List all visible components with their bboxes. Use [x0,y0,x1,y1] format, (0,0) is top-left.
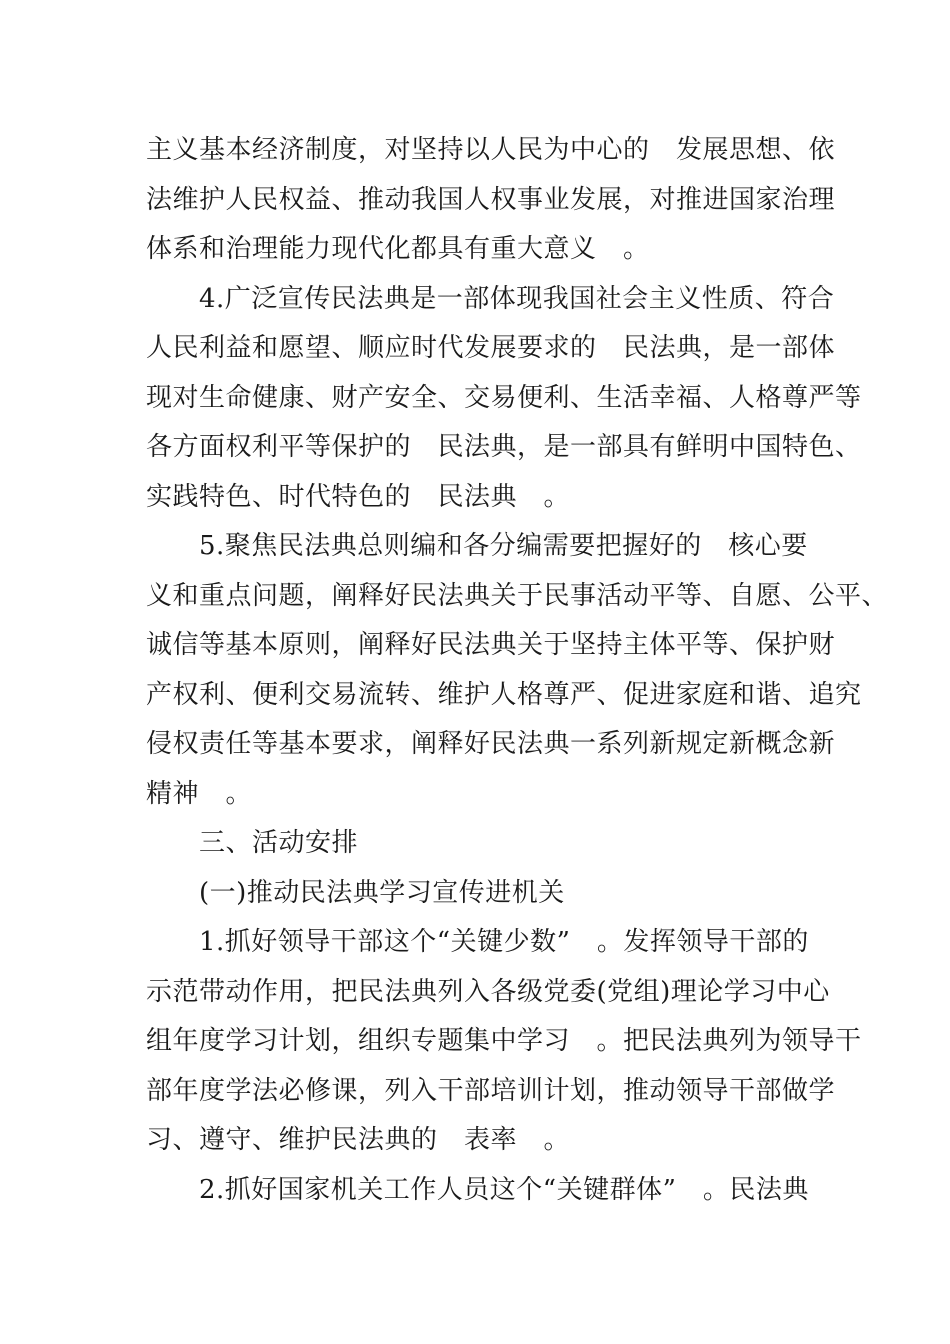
subsection-heading: (一)推动民法典学习宣传进机关 [146,877,565,908]
text-line: 人民利益和愿望、顺应时代发展要求的 民法典，是一部体 [146,333,836,363]
section-heading: 三、活动安排 [146,828,359,858]
text-line: 实践特色、时代特色的 民法典 。 [146,481,571,512]
text-line: 侵权责任等基本要求，阐释好民法典一系列新规定新概念新 [146,729,836,759]
text-line: 2.抓好国家机关工作人员这个“关键群体” 。民法典 [146,1174,809,1205]
text-line: 1.抓好领导干部这个“关键少数” 。发挥领导干部的 [146,927,809,957]
text-line: 诚信等基本原则，阐释好民法典关于坚持主体平等、保护财 [146,630,836,660]
text-line: 精神 。 [146,778,253,809]
text-line: 5.聚焦民法典总则编和各分编需要把握好的 核心要 [146,531,808,561]
text-line: 义和重点问题，阐释好民法典关于民事活动平等、自愿、公平、 [146,580,889,611]
body-text [146,126,889,1215]
text-line: 现对生命健康、财产安全、交易便利、生活幸福、人格尊严等 [146,382,862,413]
text-line: 部年度学法必修课，列入干部培训计划，推动领导干部做学 [146,1075,836,1106]
text-line: 体系和治理能力现代化都具有重大意义 。 [146,234,650,264]
text-line: 各方面权利平等保护的 民法典，是一部具有鲜明中国特色、 [146,432,862,462]
text-line: 4.广泛宣传民法典是一部体现我国社会主义性质、符合 [146,283,835,314]
text-line: 组年度学习计划，组织专题集中学习 。把民法典列为领导干 [146,1026,862,1056]
text-line: 法维护人民权益、推动我国人权事业发展，对推进国家治理 [146,184,836,215]
text-line: 主义基本经济制度，对坚持以人民为中心的 发展思想、依 [146,135,836,165]
text-line: 产权利、便利交易流转、维护人格尊严、促进家庭和谐、追究 [146,679,862,710]
text-line: 习、遵守、维护民法典的 表率 。 [146,1125,571,1155]
text-line: 示范带动作用，把民法典列入各级党委(党组)理论学习中心 [146,976,830,1007]
